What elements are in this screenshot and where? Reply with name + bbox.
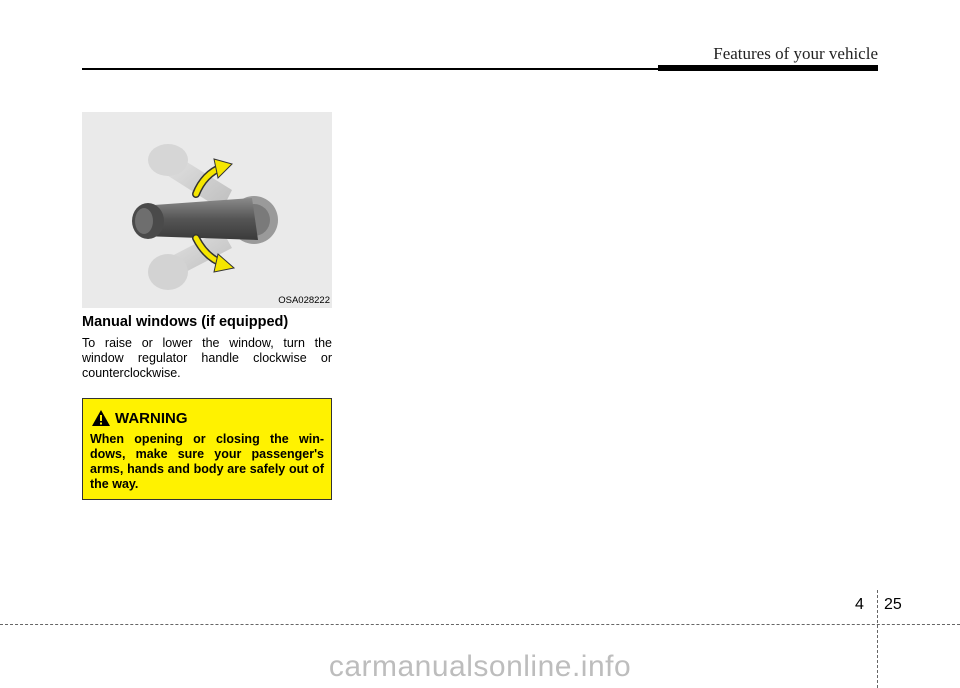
warning-box — [82, 398, 332, 500]
window-crank-image — [82, 112, 332, 308]
chapter-number: 4 — [855, 596, 864, 613]
watermark: carmanualsonline.info — [328, 650, 632, 683]
page-number: 25 — [884, 596, 902, 613]
warning-text: When opening or closing the win-dows, make sure your passenger's arms, hands and body are safely out of the way. — [90, 432, 324, 491]
warning-triangle-icon — [91, 409, 111, 427]
header-title: Features of your vehicle — [713, 44, 878, 63]
section-heading: Manual windows (if equipped) — [82, 314, 289, 330]
footer-rule — [0, 624, 960, 625]
window-handle-illustration — [82, 112, 332, 308]
warning-title: WARNING — [115, 410, 188, 427]
figure-code: OSA028222 — [278, 295, 330, 306]
header-rule-accent — [658, 65, 878, 71]
section-body: To raise or lower the window, turn the window regulator handle clockwise or counterclockwise. — [82, 336, 332, 380]
